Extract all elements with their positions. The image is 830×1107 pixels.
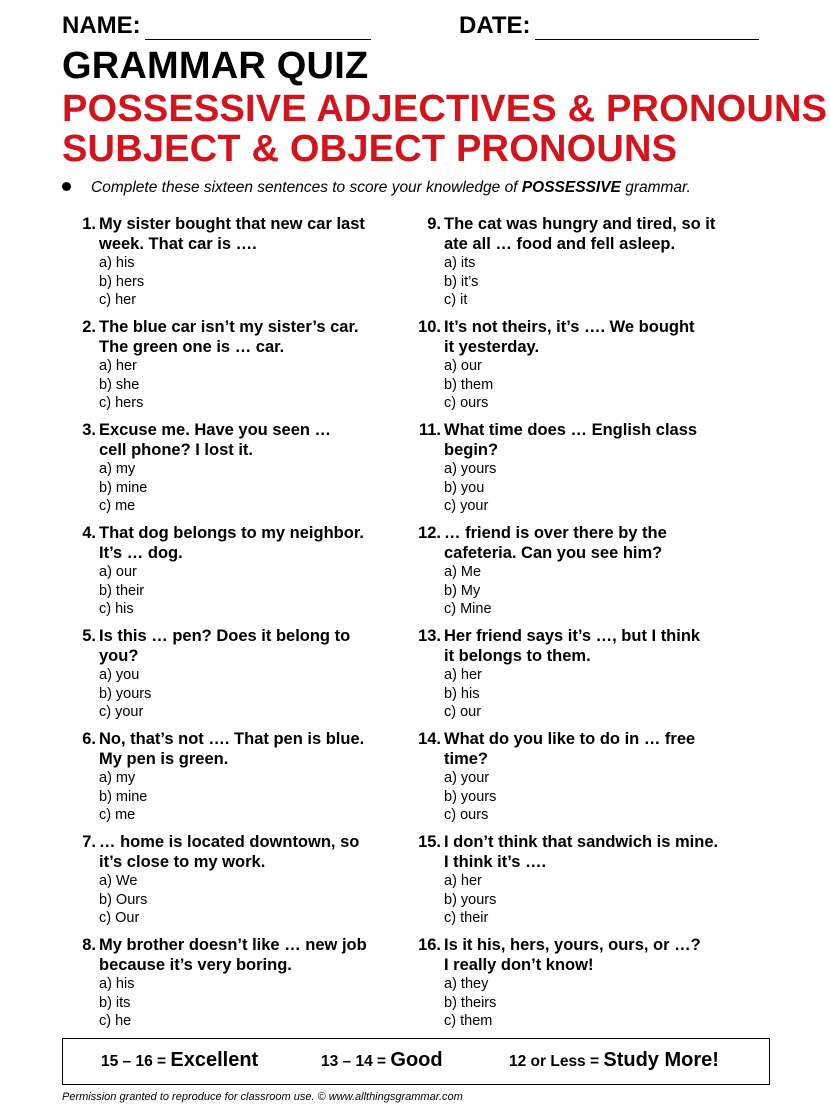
answer-option[interactable]: a) his [99, 255, 135, 271]
instruction-text-before: Complete these sixteen sentences to score your knowledge of [91, 179, 522, 196]
answer-option[interactable]: a) our [444, 358, 482, 374]
score-good [321, 1049, 443, 1072]
answer-option[interactable]: b) theirs [444, 994, 497, 1011]
question-text: … home is located downtown, so it’s close to my work. [99, 833, 360, 871]
answer-option[interactable]: a) its [444, 255, 476, 271]
answer-options [444, 769, 496, 825]
answer-option[interactable]: a) my [99, 770, 136, 786]
answer-options [444, 254, 478, 310]
question-text: Is it his, hers, yours, ours, or …? I really don’t know! [444, 936, 701, 974]
answer-option[interactable]: c) our [444, 704, 482, 720]
answer-option[interactable]: b) mine [99, 479, 148, 496]
name-label: NAME: [62, 12, 141, 39]
answer-options [444, 666, 482, 722]
answer-options [99, 975, 134, 1031]
question-number: 9. [427, 215, 441, 233]
answer-option[interactable]: c) your [444, 498, 489, 514]
score-excellent [101, 1049, 258, 1072]
score-label: Excellent [170, 1049, 259, 1071]
answer-option[interactable]: a) yours [444, 461, 497, 477]
answer-option[interactable]: c) her [99, 292, 137, 308]
answer-option[interactable]: c) your [99, 704, 144, 720]
score-label: Study More! [603, 1049, 719, 1071]
question-number: 11. [418, 421, 441, 439]
answer-option[interactable]: c) ours [444, 807, 489, 823]
date-field [459, 12, 759, 40]
answer-options [99, 872, 147, 928]
answer-option[interactable]: c) Mine [444, 601, 492, 617]
question-text: Is this … pen? Does it belong to you? [99, 627, 351, 665]
scoring-box [62, 1038, 770, 1085]
question-number: 1. [82, 215, 96, 233]
question-number: 5. [82, 627, 96, 645]
answer-option[interactable]: c) their [444, 910, 489, 926]
answer-option[interactable]: b) its [99, 994, 131, 1011]
answer-options [444, 357, 493, 413]
answer-options [99, 769, 147, 825]
question-text: Excuse me. Have you seen … cell phone? I lost it. [99, 421, 332, 459]
date-blank-line[interactable] [535, 18, 759, 40]
question-number: 2. [82, 318, 96, 336]
page-title: GRAMMAR QUIZ [62, 45, 369, 87]
answer-options [99, 460, 147, 516]
question-text: My sister bought that new car last week. That car is …. [99, 215, 365, 253]
answer-option[interactable]: c) it [444, 292, 468, 308]
answer-option[interactable]: a) his [99, 976, 135, 992]
instruction-text-after: grammar. [620, 179, 691, 196]
answer-option[interactable]: b) My [444, 582, 481, 599]
subtitle-possessive: POSSESSIVE ADJECTIVES & PRONOUNS [62, 88, 828, 130]
question-number: 14. [418, 730, 441, 748]
bullet-icon [62, 182, 71, 191]
answer-option[interactable]: a) her [444, 667, 482, 683]
answer-options [444, 563, 492, 619]
question-number: 7. [82, 833, 96, 851]
score-range: 13 – 14 = [321, 1053, 391, 1070]
question-text: My brother doesn’t like … new job because it’s very boring. [99, 936, 367, 974]
answer-option[interactable]: b) mine [99, 788, 148, 805]
question-text: The cat was hungry and tired, so it ate all … food and fell asleep. [444, 215, 716, 253]
answer-option[interactable]: c) hers [99, 395, 144, 411]
copyright-footer: Permission granted to reproduce for classroom use. © www.allthingsgrammar.com [62, 1091, 463, 1103]
answer-option[interactable]: c) me [99, 807, 136, 823]
question-text: What time does … English class begin? [444, 421, 698, 459]
question-number: 13. [418, 627, 441, 645]
score-label: Good [390, 1049, 443, 1071]
question-number: 12. [418, 524, 441, 542]
answer-option[interactable]: b) you [444, 479, 485, 496]
answer-option[interactable]: c) ours [444, 395, 489, 411]
answer-option[interactable]: c) he [99, 1013, 132, 1029]
question-text: It’s not theirs, it’s …. We bought it yesterday. [444, 318, 695, 356]
question-number: 4. [82, 524, 96, 542]
answer-option[interactable]: a) they [444, 976, 489, 992]
question-number: 6. [82, 730, 96, 748]
answer-option[interactable]: a) her [99, 358, 137, 374]
name-field [62, 12, 371, 40]
answer-option[interactable]: a) our [99, 564, 137, 580]
question-number: 10. [418, 318, 441, 336]
score-study-more [509, 1049, 719, 1072]
answer-options [99, 254, 144, 310]
question-text: The blue car isn’t my sister’s car. The green one is … car. [99, 318, 359, 356]
answer-option[interactable]: b) it’s [444, 273, 479, 290]
answer-option[interactable]: c) me [99, 498, 136, 514]
answer-option[interactable]: c) his [99, 601, 134, 617]
subtitle-pronouns: SUBJECT & OBJECT PRONOUNS [62, 128, 678, 170]
instructions [62, 179, 691, 197]
question-text: … friend is over there by the cafeteria. Can you see him? [444, 524, 667, 562]
answer-option[interactable]: b) yours [444, 891, 497, 908]
answer-option[interactable]: c) them [444, 1013, 493, 1029]
date-label: DATE: [459, 12, 531, 39]
answer-option[interactable]: b) Ours [99, 891, 148, 908]
answer-options [99, 563, 144, 619]
instruction-emphasis: POSSESSIVE [521, 179, 621, 196]
question-number: 3. [82, 421, 96, 439]
question-number: 15. [418, 833, 441, 851]
name-date-row [62, 12, 767, 42]
answer-option[interactable]: b) their [99, 582, 145, 599]
answer-options [444, 872, 496, 928]
answer-options [444, 975, 496, 1031]
answer-option[interactable]: a) her [444, 873, 482, 889]
answer-option[interactable]: a) you [99, 667, 140, 683]
answer-option[interactable]: b) she [99, 376, 140, 393]
question-text: That dog belongs to my neighbor. It’s … dog. [99, 524, 364, 562]
name-blank-line[interactable] [145, 18, 371, 40]
question-text: I don’t think that sandwich is mine. I think it’s …. [444, 833, 719, 871]
question-number: 8. [82, 936, 96, 954]
question-text: What do you like to do in … free time? [444, 730, 696, 768]
answer-option[interactable]: b) yours [99, 685, 152, 702]
answer-option[interactable]: a) We [99, 873, 138, 889]
score-range: 12 or Less = [509, 1053, 604, 1070]
answer-option[interactable]: b) his [444, 685, 480, 702]
answer-option[interactable]: c) Our [99, 910, 140, 926]
question-text: No, that’s not …. That pen is blue. My pen is green. [99, 730, 365, 768]
question-text: Her friend says it’s …, but I think it belongs to them. [444, 627, 701, 665]
answer-option[interactable]: b) yours [444, 788, 497, 805]
answer-options [99, 357, 143, 413]
answer-option[interactable]: b) hers [99, 273, 145, 290]
score-range: 15 – 16 = [101, 1053, 171, 1070]
question-number: 16. [418, 936, 441, 954]
answer-options [99, 666, 151, 722]
answer-option[interactable]: a) my [99, 461, 136, 477]
answer-options [444, 460, 496, 516]
answer-option[interactable]: a) Me [444, 564, 482, 580]
answer-option[interactable]: b) them [444, 376, 494, 393]
answer-option[interactable]: a) your [444, 770, 490, 786]
